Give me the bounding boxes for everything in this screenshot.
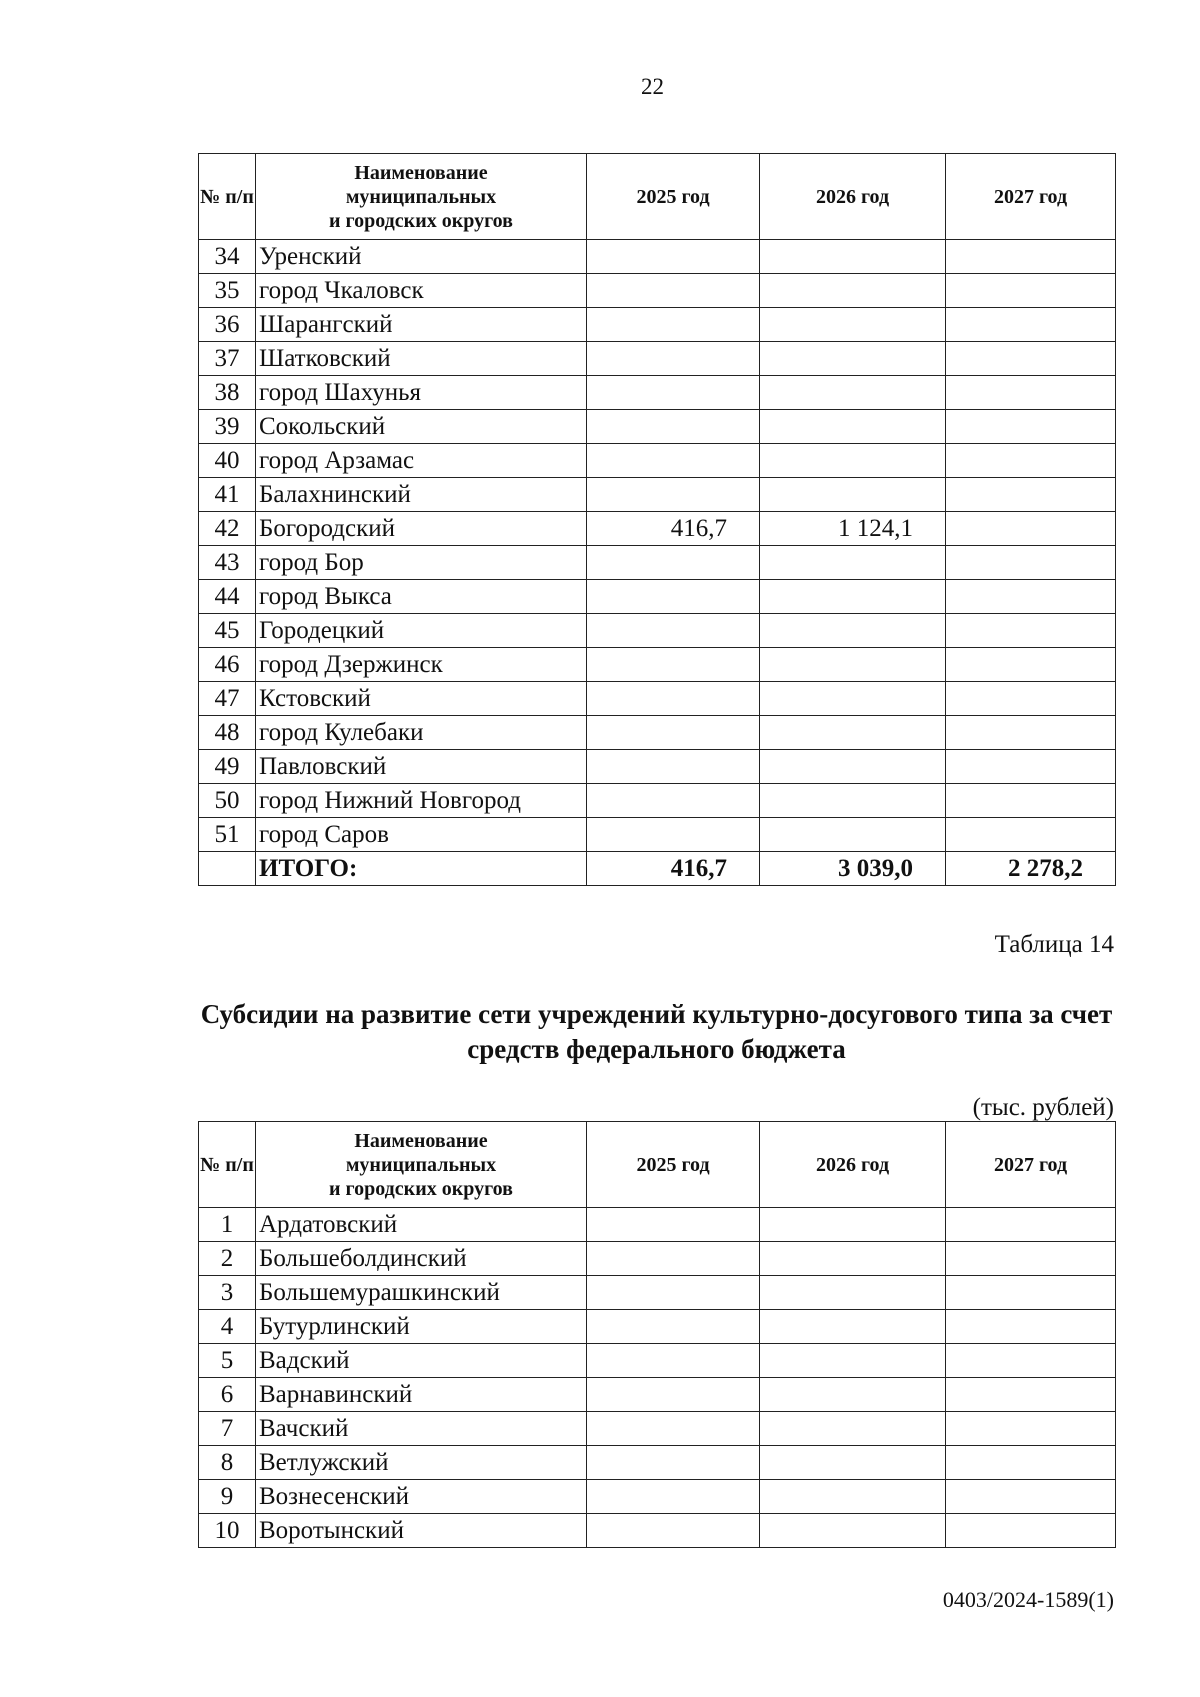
cell-num: 40 [199,444,256,478]
cell-2026 [760,818,946,852]
cell-num: 50 [199,784,256,818]
cell-2027 [946,376,1116,410]
table-row [199,546,1116,580]
cell-2027 [946,240,1116,274]
cell-2025 [587,546,760,580]
cell-name: Балахнинский [256,478,587,512]
cell-2027 [946,410,1116,444]
table-row [199,1344,1116,1378]
total-row [199,852,1116,886]
cell-2026 [760,580,946,614]
cell-2025 [587,478,760,512]
cell-num: 3 [199,1276,256,1310]
cell-name: Кстовский [256,682,587,716]
table-row [199,444,1116,478]
cell-num: 44 [199,580,256,614]
cell-2026 [760,1514,946,1548]
cell-2027 [946,1480,1116,1514]
col-header-2027: 2027 год [946,1122,1116,1208]
table-row [199,1378,1116,1412]
col-header-num: № п/п [199,154,256,240]
cell-2026 [760,1208,946,1242]
cell-2027 [946,478,1116,512]
cell-num: 45 [199,614,256,648]
cell-num: 49 [199,750,256,784]
cell-2026 [760,1378,946,1412]
table-row [199,512,1116,546]
cell-2027 [946,1514,1116,1548]
cell-2026 [760,682,946,716]
table-row [199,716,1116,750]
table-row [199,818,1116,852]
cell-num: 37 [199,342,256,376]
cell-2026 [760,1412,946,1446]
cell-name: город Дзержинск [256,648,587,682]
cell-2025 [587,716,760,750]
cell-num: 39 [199,410,256,444]
cell-2025 [587,1276,760,1310]
cell-2025 [587,240,760,274]
table-row [199,1276,1116,1310]
table-caption: Таблица 14 [994,931,1114,958]
cell-num: 51 [199,818,256,852]
col-header-name-line: и городских округов [329,1177,513,1200]
cell-2026 [760,308,946,342]
cell-name: Уренский [256,240,587,274]
cell-2026 [760,342,946,376]
cell-name: Ветлужский [256,1446,587,1480]
cell-2027 [946,274,1116,308]
col-header-name-line: Наименование [354,161,488,184]
cell-name: город Чкаловск [256,274,587,308]
cell-2026 [760,1344,946,1378]
cell-name: Богородский [256,512,587,546]
cell-2027 [946,716,1116,750]
table-row [199,1446,1116,1480]
cell-2027: 2 278,2 [946,852,1116,886]
cell-num: 42 [199,512,256,546]
cell-2026: 1 124,1 [760,512,946,546]
table-row [199,1242,1116,1276]
cell-name: Вознесенский [256,1480,587,1514]
cell-2026 [760,1310,946,1344]
cell-name: город Выкса [256,580,587,614]
cell-num: 41 [199,478,256,512]
cell-2025 [587,682,760,716]
cell-2025 [587,1514,760,1548]
table-row [199,308,1116,342]
cell-2027 [946,1310,1116,1344]
cell-2027 [946,342,1116,376]
cell-2025 [587,308,760,342]
table-subsidies-continued [198,153,1116,886]
col-header-name-line: муниципальных [345,1153,497,1176]
col-header-name [256,1122,587,1208]
page-number: 22 [641,74,664,99]
cell-2026 [760,648,946,682]
col-header-name-line: Наименование [354,1129,488,1152]
cell-2026: 3 039,0 [760,852,946,886]
table-14 [198,1121,1116,1548]
table-row [199,1480,1116,1514]
cell-2027 [946,1276,1116,1310]
cell-2026 [760,240,946,274]
cell-2025 [587,1344,760,1378]
cell-num: 9 [199,1480,256,1514]
cell-2026 [760,478,946,512]
cell-2026 [760,274,946,308]
table-row [199,580,1116,614]
table-row [199,1514,1116,1548]
cell-2025 [587,1412,760,1446]
cell-2026 [760,546,946,580]
cell-2027 [946,1412,1116,1446]
cell-2026 [760,1480,946,1514]
cell-num: 43 [199,546,256,580]
table-row [199,478,1116,512]
cell-2027 [946,1242,1116,1276]
cell-name: город Кулебаки [256,716,587,750]
col-header-name [256,154,587,240]
cell-num: 8 [199,1446,256,1480]
cell-2025: 416,7 [587,512,760,546]
cell-num [199,852,256,886]
cell-num: 34 [199,240,256,274]
table-row [199,784,1116,818]
cell-2027 [946,1378,1116,1412]
cell-name: Вачский [256,1412,587,1446]
table-header-row [199,154,1116,240]
table-row [199,274,1116,308]
units-label: (тыс. рублей) [972,1094,1114,1121]
cell-name: Вадский [256,1344,587,1378]
col-header-2027: 2027 год [946,154,1116,240]
cell-2027 [946,444,1116,478]
cell-2025 [587,614,760,648]
table-row [199,410,1116,444]
cell-name: Большемурашкинский [256,1276,587,1310]
col-header-name-line: муниципальных [345,185,497,208]
col-header-2026: 2026 год [760,154,946,240]
cell-2026 [760,750,946,784]
cell-2027 [946,512,1116,546]
cell-2026 [760,376,946,410]
cell-num: 48 [199,716,256,750]
cell-2025 [587,1446,760,1480]
cell-2026 [760,784,946,818]
cell-num: 2 [199,1242,256,1276]
table-title: Субсидии на развитие сети учреждений культурно-досугового типа за счет средств федерального бюджета [200,999,1113,1065]
table-row [199,682,1116,716]
cell-2025 [587,376,760,410]
cell-2026 [760,1446,946,1480]
cell-2027 [946,750,1116,784]
cell-2027 [946,308,1116,342]
cell-2025 [587,1378,760,1412]
cell-2025 [587,342,760,376]
table-row [199,342,1116,376]
cell-2025 [587,274,760,308]
cell-2027 [946,784,1116,818]
cell-num: 5 [199,1344,256,1378]
cell-name: Ардатовский [256,1208,587,1242]
cell-num: 38 [199,376,256,410]
cell-num: 6 [199,1378,256,1412]
cell-2025 [587,1208,760,1242]
cell-name: город Саров [256,818,587,852]
col-header-name-line: и городских округов [329,209,513,232]
cell-num: 4 [199,1310,256,1344]
cell-name: город Бор [256,546,587,580]
cell-2027 [946,1208,1116,1242]
cell-num: 35 [199,274,256,308]
cell-num: 1 [199,1208,256,1242]
table-row [199,750,1116,784]
cell-name: город Нижний Новгород [256,784,587,818]
cell-2025 [587,1310,760,1344]
col-header-2026: 2026 год [760,1122,946,1208]
cell-name: Шарангский [256,308,587,342]
cell-num: 7 [199,1412,256,1446]
table-row [199,240,1116,274]
cell-2026 [760,444,946,478]
cell-2025 [587,750,760,784]
cell-2027 [946,818,1116,852]
table-row [199,614,1116,648]
cell-2027 [946,580,1116,614]
table-row [199,1208,1116,1242]
cell-2027 [946,1446,1116,1480]
cell-2027 [946,546,1116,580]
cell-name: Воротынский [256,1514,587,1548]
cell-num: 36 [199,308,256,342]
cell-2027 [946,648,1116,682]
cell-name: Большеболдинский [256,1242,587,1276]
col-header-num: № п/п [199,1122,256,1208]
document-code: 0403/2024-1589(1) [942,1587,1114,1612]
cell-2027 [946,1344,1116,1378]
cell-2025 [587,410,760,444]
cell-2025 [587,444,760,478]
cell-name: Павловский [256,750,587,784]
cell-2026 [760,1242,946,1276]
cell-name: Варнавинский [256,1378,587,1412]
table-row [199,1412,1116,1446]
cell-2026 [760,410,946,444]
cell-name: Бутурлинский [256,1310,587,1344]
cell-2027 [946,614,1116,648]
cell-2025 [587,1242,760,1276]
table-row [199,648,1116,682]
cell-num: 47 [199,682,256,716]
col-header-2025: 2025 год [587,1122,760,1208]
cell-name: Сокольский [256,410,587,444]
cell-name: город Арзамас [256,444,587,478]
cell-num: 46 [199,648,256,682]
table-header-row [199,1122,1116,1208]
cell-name: ИТОГО: [256,852,587,886]
table-row [199,376,1116,410]
table-row [199,1310,1116,1344]
cell-name: город Шахунья [256,376,587,410]
cell-2025: 416,7 [587,852,760,886]
cell-name: Шатковский [256,342,587,376]
cell-2025 [587,784,760,818]
cell-2025 [587,648,760,682]
cell-2026 [760,716,946,750]
col-header-2025: 2025 год [587,154,760,240]
cell-2025 [587,580,760,614]
cell-2025 [587,1480,760,1514]
cell-2026 [760,1276,946,1310]
cell-name: Городецкий [256,614,587,648]
cell-2025 [587,818,760,852]
cell-2026 [760,614,946,648]
cell-2027 [946,682,1116,716]
cell-num: 10 [199,1514,256,1548]
